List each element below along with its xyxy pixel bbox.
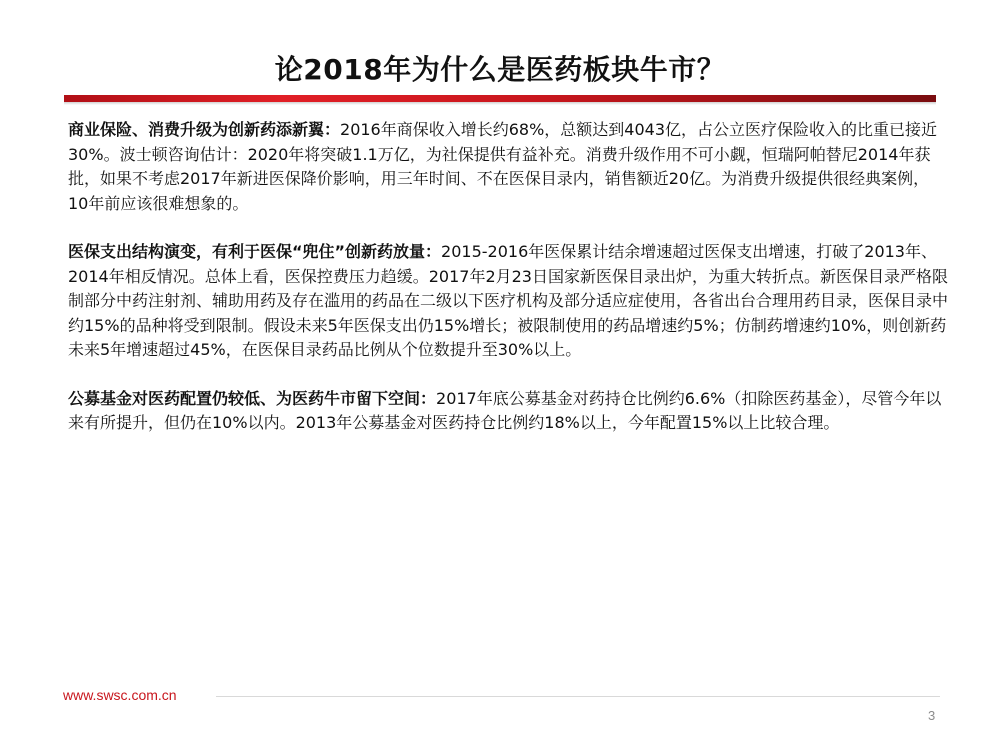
paragraph-text: 2016年商保收入增长约68%，总额达到4043亿，占公立医疗保险收入的比重已接近30%。波士顿咨询估计：2020年将突破1.1万亿，为社保提供有益补充。消费升级作用不可小觑，恒瑞阿帕替尼2014年获批，如果不考虑2017年新进医保降价影响，用三年时间、不在医保目录内，销售额近20亿。为消费升级提供很经典案例，10年前应该很难想象的。 [68,120,938,213]
paragraph-public-fund-allocation [68,387,948,436]
paragraph-text: 2017年底公募基金对药持仓比例约6.6%（扣除医药基金），尽管今年以来有所提升，但仍在10%以内。2013年公募基金对医药持仓比例约18%以上，今年配置15%以上比较合理。 [68,388,942,432]
footer-divider [216,696,940,697]
page-number: 3 [928,708,936,723]
slide-title: 论2018年为什么是医药板块牛市？ [274,53,726,86]
title-underline-bar [64,95,936,102]
slide-body [68,118,948,460]
title-underline-shadow [64,102,936,105]
paragraph-heading: 商业保险、消费升级为创新药添新翼： [68,120,341,139]
paragraph-heading: 公募基金对医药配置仍较低、为医药牛市留下空间： [68,388,437,408]
paragraph-commercial-insurance [68,118,948,216]
footer-website-link[interactable]: www.swsc.com.cn [63,687,177,703]
paragraph-text: 2015-2016年医保累计结余增速超过医保支出增速，打破了2013年、2014年相反情况。总体上看，医保控费压力趋缓。2017年2月23日国家新医保目录出炉，为重大转折点。新医保目录严格限制部分中药注射剂、辅助用药及存在滥用的药品在二级以下医疗机构及部分适应症使用，各省出台合理用药目录，医保目录中约15%的品种将受到限制。假设未来5年医保支出仍15%增长；被限制使用的药品增速约5%；仿制药增速约10%，则创新药未来5年增速超过45%，在医保目录药品比例从个位数提升至30%以上。 [68,242,949,359]
paragraph-heading: 医保支出结构演变，有利于医保“兜住”创新药放量： [68,242,442,261]
paragraph-medical-insurance-structure [68,240,948,363]
